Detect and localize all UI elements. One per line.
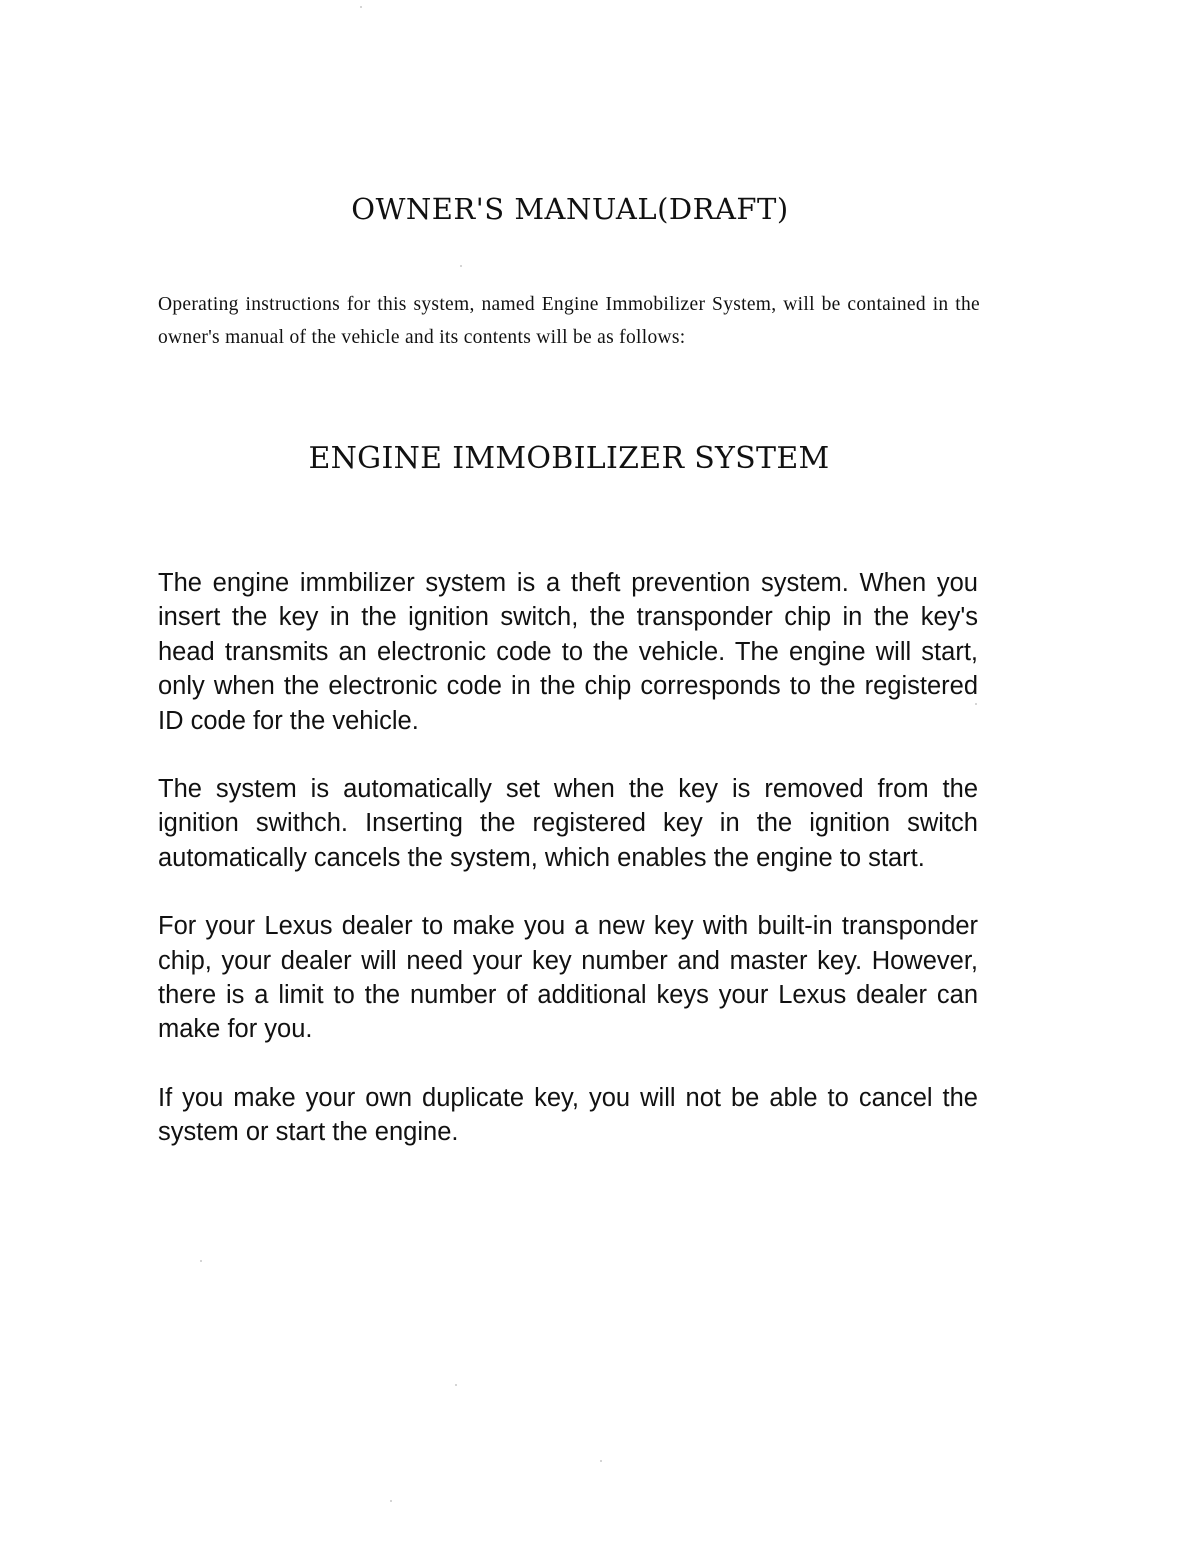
section-title: ENGINE IMMOBILIZER SYSTEM [308, 441, 830, 476]
scan-speck [975, 703, 977, 705]
paragraph-new-key: For your Lexus dealer to make you a new key with built-in transponder chip, your dealer will need your key number and master key. However, there is a limit to the number of additional keys your Lexus dealer can make for you. [158, 912, 978, 1044]
scan-speck [460, 265, 462, 267]
scan-speck [600, 1460, 602, 1462]
intro-paragraph: Operating instructions for this system, named Engine Immobilizer System, will be contained in the owner's manual of the vehicle and its contents will be as follows: [158, 294, 980, 348]
scan-speck [390, 1500, 392, 1502]
scan-speck [455, 1384, 457, 1386]
scan-speck [360, 6, 362, 8]
body-text [158, 566, 978, 1184]
paragraph-theft-prevention: The engine immbilizer system is a theft prevention system. When you insert the key in the ignition switch, the transponder chip in the key's head transmits an electronic code to the vehicle. The engine will start, only when the electronic code in the chip corresponds to the registered ID code for the vehicle. [158, 569, 978, 735]
document-title: OWNER'S MANUAL(DRAFT) [351, 192, 789, 226]
paragraph-automatic-set: The system is automatically set when the key is removed from the ignition swithch. Inserting the registered key in the ignition switch automatically cancels the system, which enables the engine to start. [158, 775, 978, 872]
scan-speck [200, 1260, 202, 1262]
paragraph-duplicate-key: If you make your own duplicate key, you will not be able to cancel the system or start the engine. [158, 1083, 978, 1147]
